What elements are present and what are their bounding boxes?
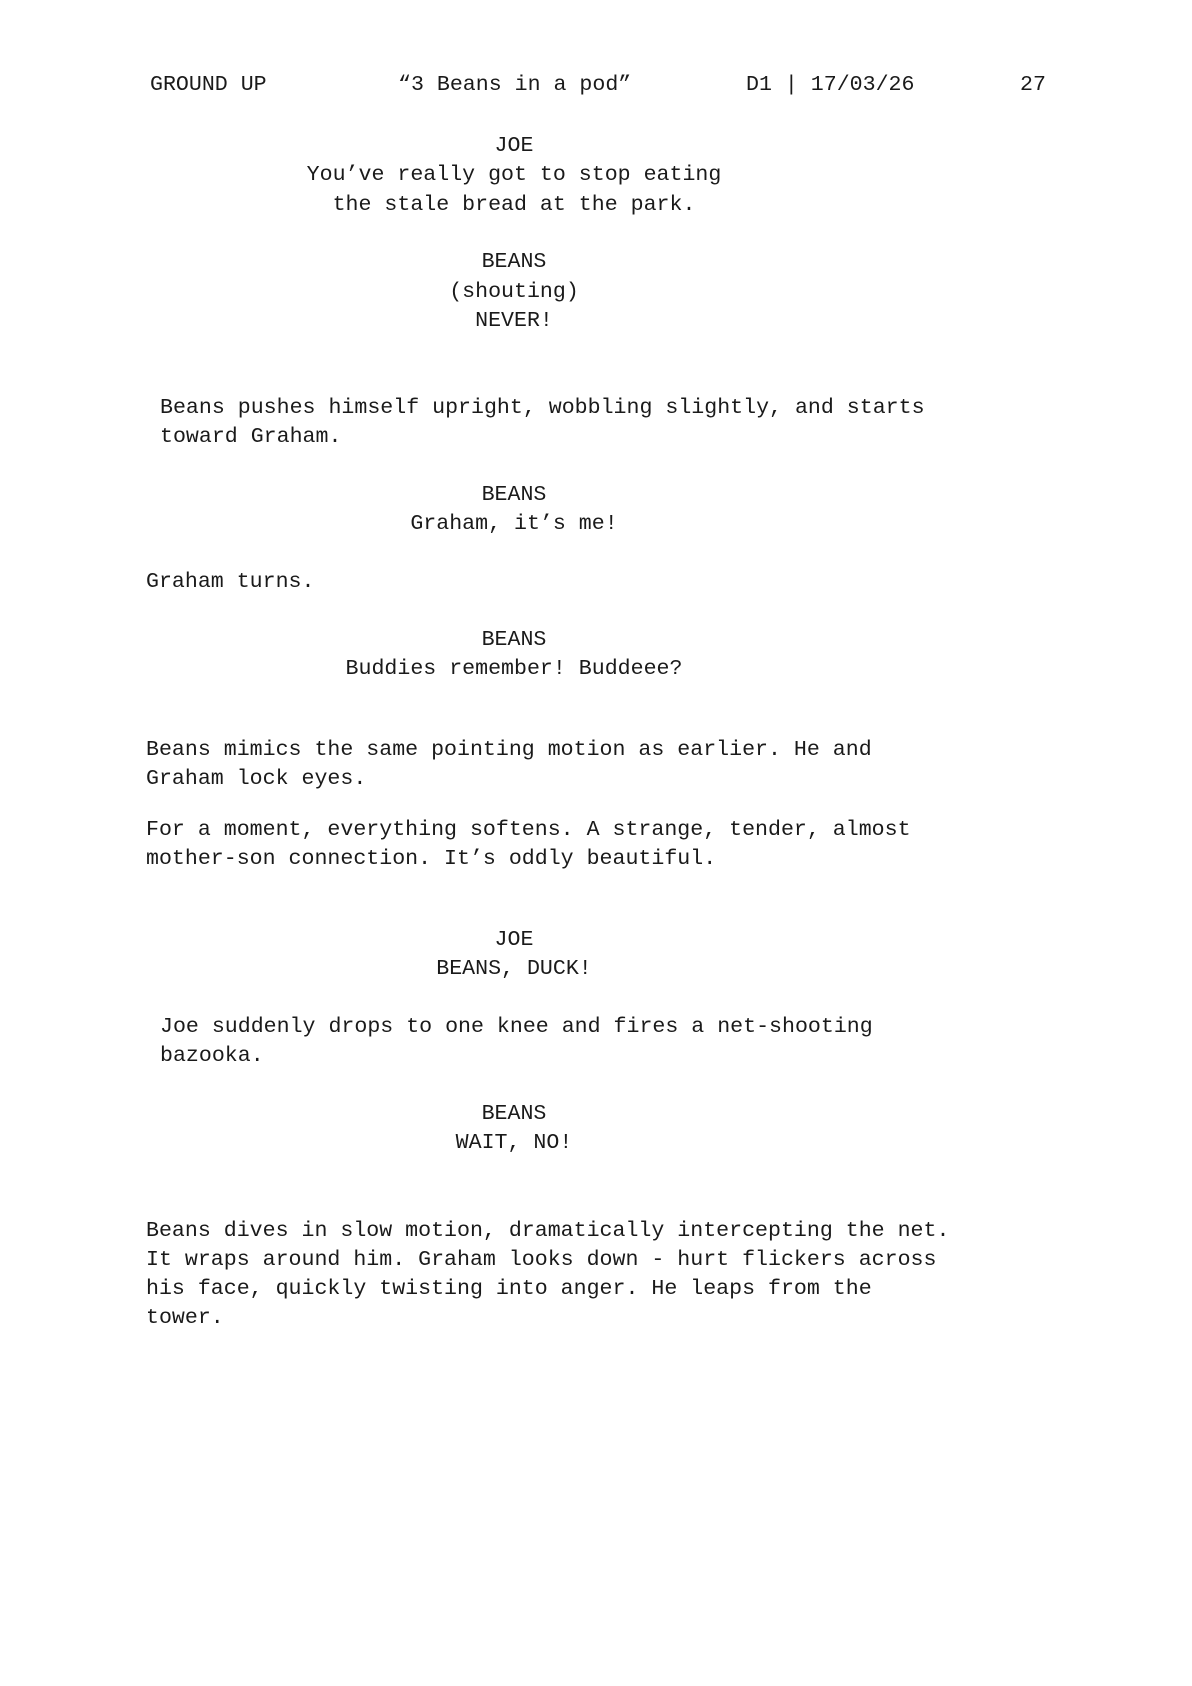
action-line: toward Graham. xyxy=(160,425,342,449)
dialogue-line: WAIT, NO! xyxy=(455,1131,573,1155)
action-line: his face, quickly twisting into anger. He leaps from the xyxy=(146,1277,872,1301)
header-show-name: GROUND UP xyxy=(150,73,267,97)
action-line: bazooka. xyxy=(160,1044,264,1068)
parenthetical: (shouting) xyxy=(449,280,579,304)
action-line: Beans dives in slow motion, dramatically intercepting the net. xyxy=(146,1219,950,1243)
dialogue-line: You’ve really got to stop eating xyxy=(306,163,722,187)
character-cue: BEANS xyxy=(481,483,547,507)
dialogue-line: Buddies remember! Buddeee? xyxy=(345,657,683,681)
character-cue: JOE xyxy=(494,928,534,952)
character-cue: JOE xyxy=(494,134,534,158)
action-line: mother-son connection. It’s oddly beautiful. xyxy=(146,847,717,871)
character-cue: BEANS xyxy=(481,1102,547,1126)
action-line: It wraps around him. Graham looks down - hurt flickers across xyxy=(146,1248,937,1272)
action-line: Graham lock eyes. xyxy=(146,767,367,791)
action-line: For a moment, everything softens. A strange, tender, almost xyxy=(146,818,911,842)
action-line: Beans mimics the same pointing motion as earlier. He and xyxy=(146,738,872,762)
action-line: Joe suddenly drops to one knee and fires a net-shooting xyxy=(160,1015,873,1039)
character-cue: BEANS xyxy=(481,250,547,274)
action-line: Graham turns. xyxy=(146,570,315,594)
header-episode-title: “3 Beans in a pod” xyxy=(398,73,632,97)
dialogue-line: NEVER! xyxy=(475,309,553,333)
character-cue: BEANS xyxy=(481,628,547,652)
dialogue-line: the stale bread at the park. xyxy=(332,193,696,217)
dialogue-line: Graham, it’s me! xyxy=(410,512,618,536)
header-page-number: 27 xyxy=(1020,73,1046,97)
header-draft-date: D1 | 17/03/26 xyxy=(746,73,915,97)
dialogue-line: BEANS, DUCK! xyxy=(436,957,592,981)
action-line: Beans pushes himself upright, wobbling slightly, and starts xyxy=(160,396,925,420)
action-line: tower. xyxy=(146,1306,224,1330)
